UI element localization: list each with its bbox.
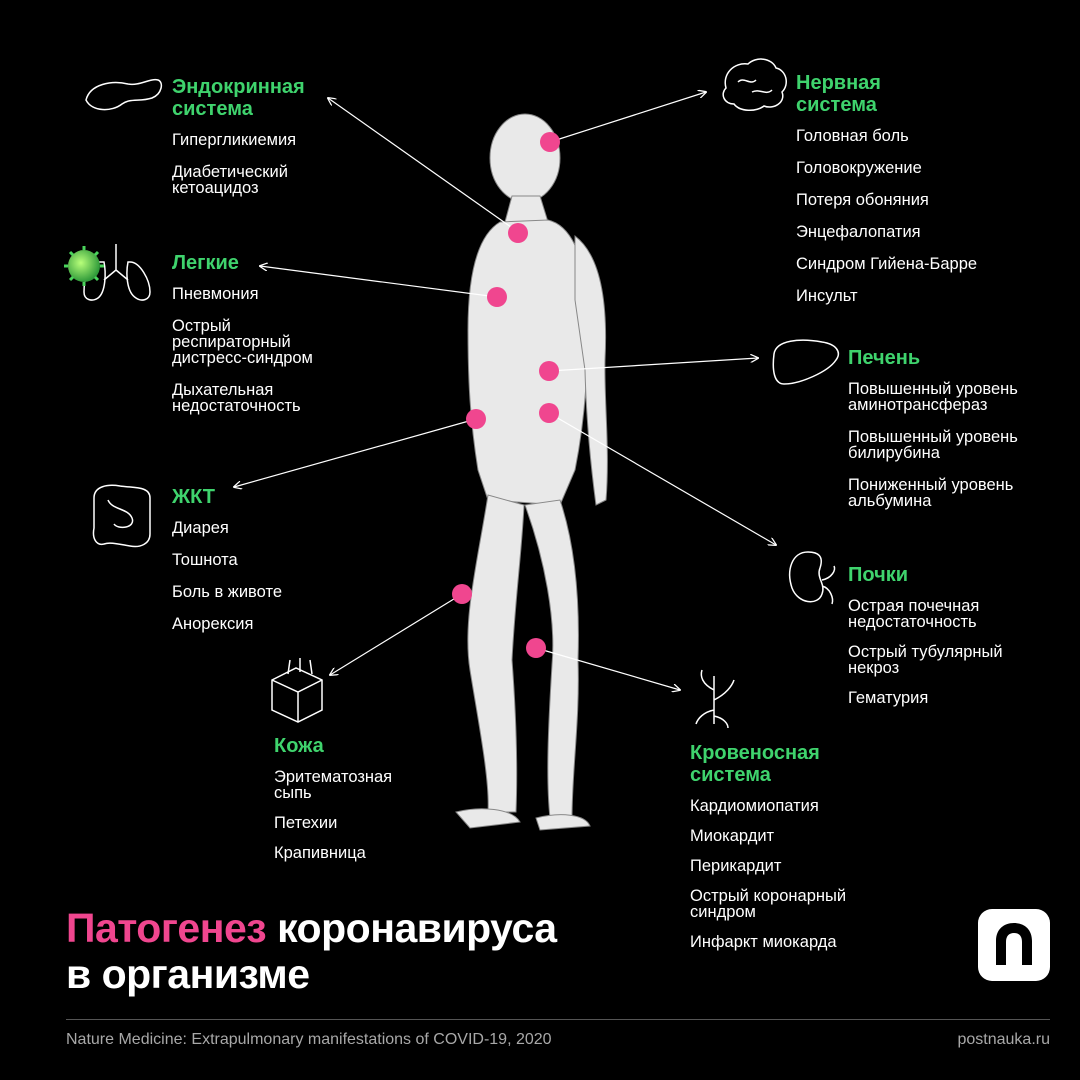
organ-endocrine <box>172 76 372 212</box>
source-credit: Nature Medicine: Extrapulmonary manifestations of COVID-19, 2020 <box>66 1031 552 1048</box>
symptom-item: Повышенный уровень билирубина <box>848 428 1018 462</box>
postnauka-logo <box>978 909 1050 981</box>
organ-heading: Почки <box>848 564 909 586</box>
marker-brain <box>540 132 560 152</box>
symptom-item: Головная боль <box>796 127 909 145</box>
organ-heading: Кожа <box>274 735 324 757</box>
symptom-item: Анорексия <box>172 615 254 633</box>
footer-divider <box>66 1019 1050 1020</box>
symptom-item: Пневмония <box>172 285 259 303</box>
blood-vessels-icon <box>696 670 734 728</box>
organ-heading: Печень <box>848 347 921 369</box>
symptom-item: Инфаркт миокарда <box>690 933 837 951</box>
symptom-item: Диарея <box>172 519 229 537</box>
organ-liver <box>848 347 1058 525</box>
symptom-item: Острый коронарный синдром <box>690 887 847 921</box>
organ-heading: ЖКТ <box>172 486 215 508</box>
marker-kidney <box>539 403 559 423</box>
organ-heading: Эндокринная система <box>172 76 305 120</box>
symptom-item: Пониженный уровень альбумина <box>848 476 1014 510</box>
virus-icon <box>64 246 104 286</box>
symptom-item: Повышенный уровень аминотрансфераз <box>848 380 1018 414</box>
symptom-item: Синдром Гийена-Барре <box>796 255 978 273</box>
kidney-icon <box>790 552 835 604</box>
organ-kidneys <box>848 564 1058 720</box>
symptom-item: Петехии <box>274 814 338 832</box>
symptom-item: Гематурия <box>848 689 929 707</box>
symptom-item: Потеря обоняния <box>796 191 929 209</box>
site-link[interactable]: postnauka.ru <box>957 1031 1050 1048</box>
title-line2: в организме <box>66 951 310 997</box>
liver-icon <box>773 340 838 384</box>
organ-heading: Кровеносная система <box>690 742 820 786</box>
title-rest: коронавируса <box>266 905 557 951</box>
organ-skin <box>274 735 474 875</box>
marker-abdomen <box>466 409 486 429</box>
symptom-item: Энцефалопатия <box>796 223 921 241</box>
marker-neck <box>508 223 528 243</box>
symptom-item: Гипергликиемия <box>172 131 297 149</box>
organ-lungs <box>172 252 372 430</box>
pancreas-icon <box>86 80 161 110</box>
symptom-item: Перикардит <box>690 857 782 875</box>
marker-chest <box>487 287 507 307</box>
symptom-item: Крапивница <box>274 844 366 862</box>
marker-thigh <box>452 584 472 604</box>
symptom-item: Эритематозная сыпь <box>274 768 393 802</box>
symptom-item: Инсульт <box>796 287 858 305</box>
brain-icon <box>723 59 786 110</box>
organ-heading: Нервная система <box>796 72 881 116</box>
title-highlight: Патогенез <box>66 905 267 951</box>
symptom-item: Острая почечная недостаточность <box>848 597 980 631</box>
organ-heading: Легкие <box>172 252 239 274</box>
marker-liver <box>539 361 559 381</box>
symptom-item: Кардиомиопатия <box>690 797 819 815</box>
human-figure <box>456 114 607 830</box>
symptom-item: Острый респираторный дистресс-синдром <box>172 317 313 367</box>
marker-knee <box>526 638 546 658</box>
organ-circulatory <box>690 742 930 964</box>
symptom-item: Острый тубулярный некроз <box>848 643 1003 677</box>
symptom-item: Боль в животе <box>172 583 282 601</box>
intestine-icon <box>93 485 150 546</box>
symptom-item: Головокружение <box>796 159 922 177</box>
page-title <box>66 905 557 997</box>
organ-nervous <box>796 72 1056 320</box>
organ-gi <box>172 486 372 648</box>
symptom-item: Миокардит <box>690 827 775 845</box>
symptom-item: Тошнота <box>172 551 238 569</box>
symptom-item: Дыхательная недостаточность <box>172 381 301 415</box>
skin-icon <box>272 658 322 722</box>
symptom-item: Диабетический кетоацидоз <box>172 163 288 197</box>
